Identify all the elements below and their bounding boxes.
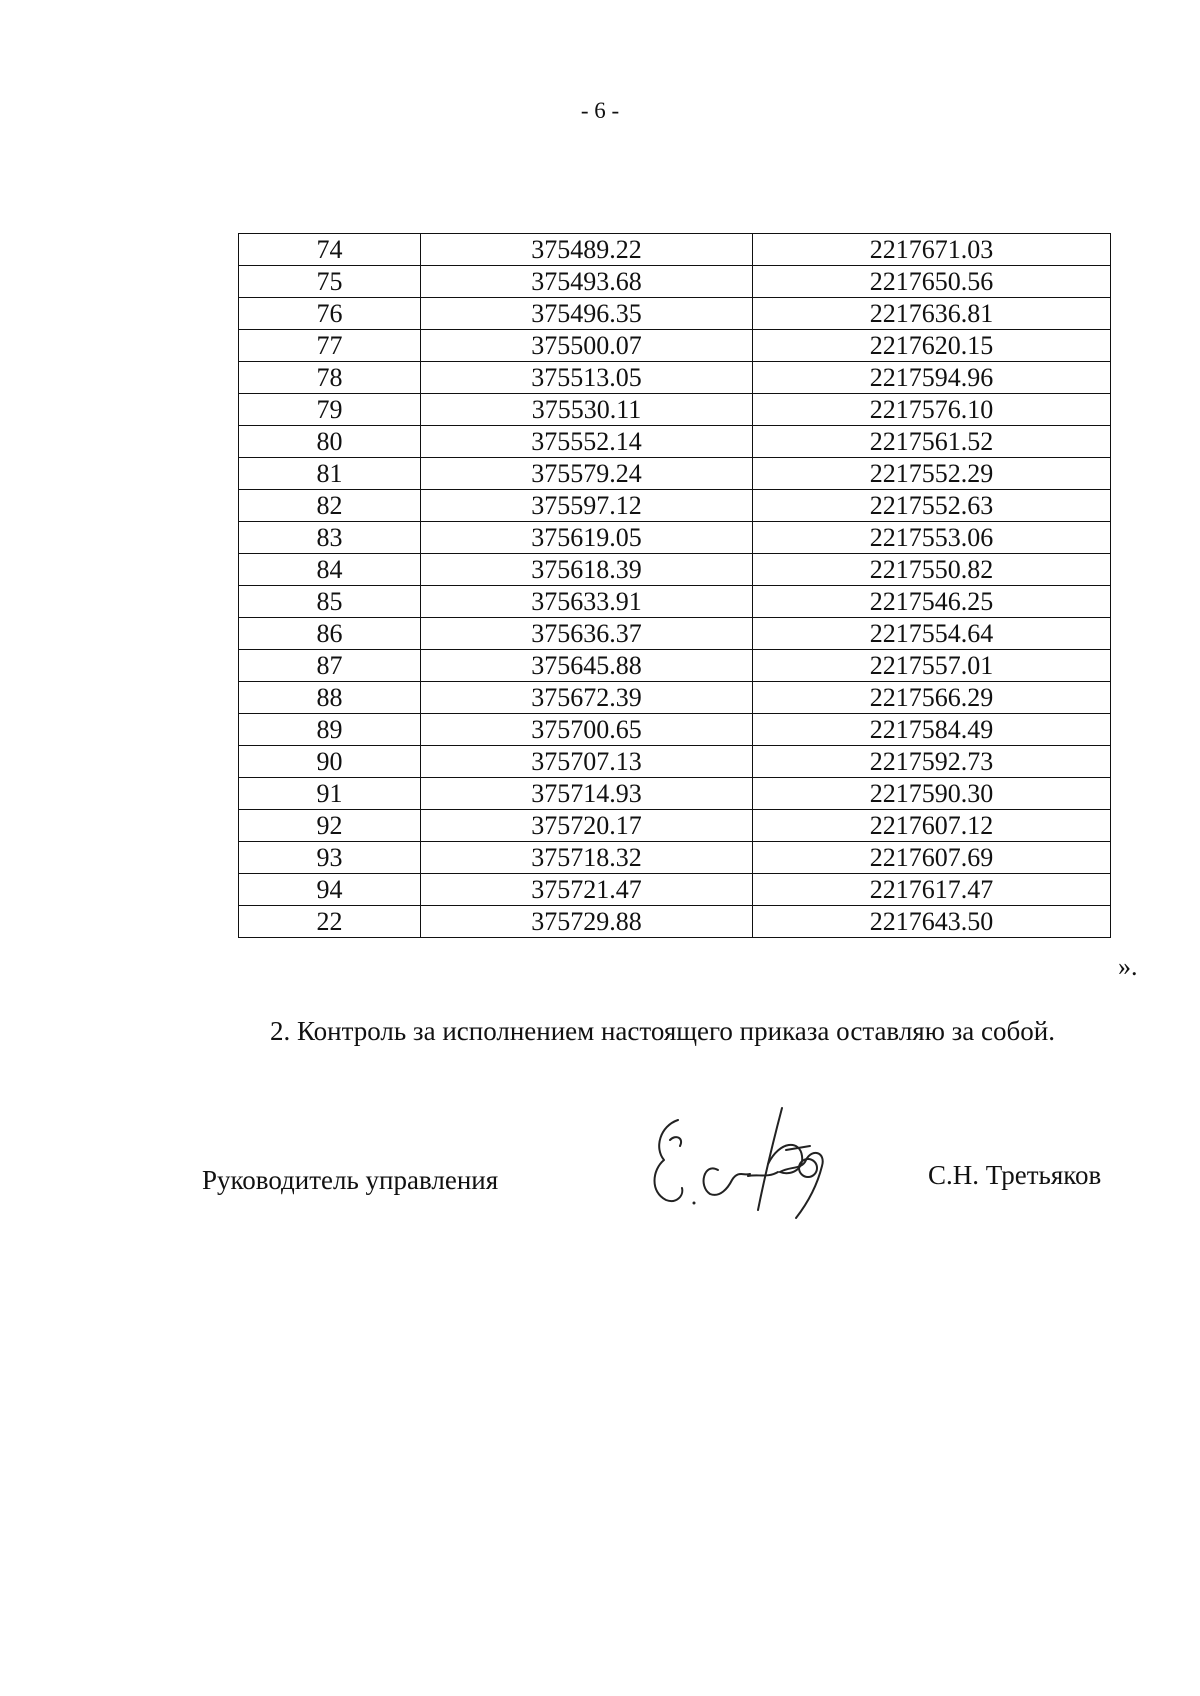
x-coordinate-cell: 375633.91 (421, 586, 753, 618)
signer-name: С.Н. Третьяков (928, 1160, 1102, 1190)
point-number-cell: 22 (239, 906, 421, 938)
paragraph-item-2: 2. Контроль за исполнением настоящего приказа оставляю за собой. (270, 1016, 1055, 1046)
point-number-cell: 82 (239, 490, 421, 522)
point-number-cell: 86 (239, 618, 421, 650)
point-number-cell: 93 (239, 842, 421, 874)
y-coordinate-cell: 2217557.01 (753, 650, 1111, 682)
table-row (239, 554, 1111, 586)
y-coordinate-cell: 2217617.47 (753, 874, 1111, 906)
y-coordinate-cell: 2217550.82 (753, 554, 1111, 586)
point-number-cell: 94 (239, 874, 421, 906)
table-row (239, 746, 1111, 778)
point-number-cell: 76 (239, 298, 421, 330)
x-coordinate-cell: 375672.39 (421, 682, 753, 714)
x-coordinate-cell: 375729.88 (421, 906, 753, 938)
x-coordinate-cell: 375513.05 (421, 362, 753, 394)
y-coordinate-cell: 2217607.12 (753, 810, 1111, 842)
table-row (239, 362, 1111, 394)
point-number-cell: 77 (239, 330, 421, 362)
table-row (239, 618, 1111, 650)
point-number-cell: 74 (239, 234, 421, 266)
y-coordinate-cell: 2217607.69 (753, 842, 1111, 874)
x-coordinate-cell: 375579.24 (421, 458, 753, 490)
x-coordinate-cell: 375707.13 (421, 746, 753, 778)
point-number-cell: 90 (239, 746, 421, 778)
y-coordinate-cell: 2217561.52 (753, 426, 1111, 458)
x-coordinate-cell: 375618.39 (421, 554, 753, 586)
y-coordinate-cell: 2217552.63 (753, 490, 1111, 522)
coordinates-table-body (239, 234, 1111, 938)
table-row (239, 714, 1111, 746)
table-row (239, 394, 1111, 426)
point-number-cell: 92 (239, 810, 421, 842)
table-row (239, 650, 1111, 682)
y-coordinate-cell: 2217643.50 (753, 906, 1111, 938)
coordinates-table (238, 233, 1111, 938)
signer-title: Руководитель управления (202, 1165, 499, 1195)
y-coordinate-cell: 2217636.81 (753, 298, 1111, 330)
y-coordinate-cell: 2217590.30 (753, 778, 1111, 810)
x-coordinate-cell: 375496.35 (421, 298, 753, 330)
table-row (239, 682, 1111, 714)
x-coordinate-cell: 375493.68 (421, 266, 753, 298)
y-coordinate-cell: 2217594.96 (753, 362, 1111, 394)
closing-quote: ». (1118, 952, 1138, 981)
x-coordinate-cell: 375700.65 (421, 714, 753, 746)
point-number-cell: 89 (239, 714, 421, 746)
y-coordinate-cell: 2217552.29 (753, 458, 1111, 490)
table-row (239, 778, 1111, 810)
point-number-cell: 85 (239, 586, 421, 618)
x-coordinate-cell: 375500.07 (421, 330, 753, 362)
y-coordinate-cell: 2217592.73 (753, 746, 1111, 778)
y-coordinate-cell: 2217566.29 (753, 682, 1111, 714)
page-number: - 6 - (580, 98, 620, 123)
table-row (239, 458, 1111, 490)
handwritten-signature (640, 1100, 850, 1230)
point-number-cell: 78 (239, 362, 421, 394)
y-coordinate-cell: 2217546.25 (753, 586, 1111, 618)
x-coordinate-cell: 375720.17 (421, 810, 753, 842)
x-coordinate-cell: 375636.37 (421, 618, 753, 650)
point-number-cell: 88 (239, 682, 421, 714)
table-row (239, 490, 1111, 522)
table-row (239, 522, 1111, 554)
table-row (239, 810, 1111, 842)
table-row (239, 266, 1111, 298)
y-coordinate-cell: 2217650.56 (753, 266, 1111, 298)
table-row (239, 330, 1111, 362)
table-row (239, 906, 1111, 938)
point-number-cell: 75 (239, 266, 421, 298)
x-coordinate-cell: 375530.11 (421, 394, 753, 426)
x-coordinate-cell: 375597.12 (421, 490, 753, 522)
x-coordinate-cell: 375552.14 (421, 426, 753, 458)
table-row (239, 426, 1111, 458)
table-row (239, 586, 1111, 618)
y-coordinate-cell: 2217584.49 (753, 714, 1111, 746)
x-coordinate-cell: 375721.47 (421, 874, 753, 906)
x-coordinate-cell: 375714.93 (421, 778, 753, 810)
x-coordinate-cell: 375619.05 (421, 522, 753, 554)
point-number-cell: 87 (239, 650, 421, 682)
point-number-cell: 83 (239, 522, 421, 554)
point-number-cell: 84 (239, 554, 421, 586)
point-number-cell: 91 (239, 778, 421, 810)
x-coordinate-cell: 375645.88 (421, 650, 753, 682)
table-row (239, 234, 1111, 266)
y-coordinate-cell: 2217553.06 (753, 522, 1111, 554)
x-coordinate-cell: 375489.22 (421, 234, 753, 266)
point-number-cell: 80 (239, 426, 421, 458)
point-number-cell: 79 (239, 394, 421, 426)
x-coordinate-cell: 375718.32 (421, 842, 753, 874)
table-row (239, 842, 1111, 874)
table-row (239, 298, 1111, 330)
y-coordinate-cell: 2217620.15 (753, 330, 1111, 362)
point-number-cell: 81 (239, 458, 421, 490)
y-coordinate-cell: 2217671.03 (753, 234, 1111, 266)
y-coordinate-cell: 2217576.10 (753, 394, 1111, 426)
table-row (239, 874, 1111, 906)
y-coordinate-cell: 2217554.64 (753, 618, 1111, 650)
